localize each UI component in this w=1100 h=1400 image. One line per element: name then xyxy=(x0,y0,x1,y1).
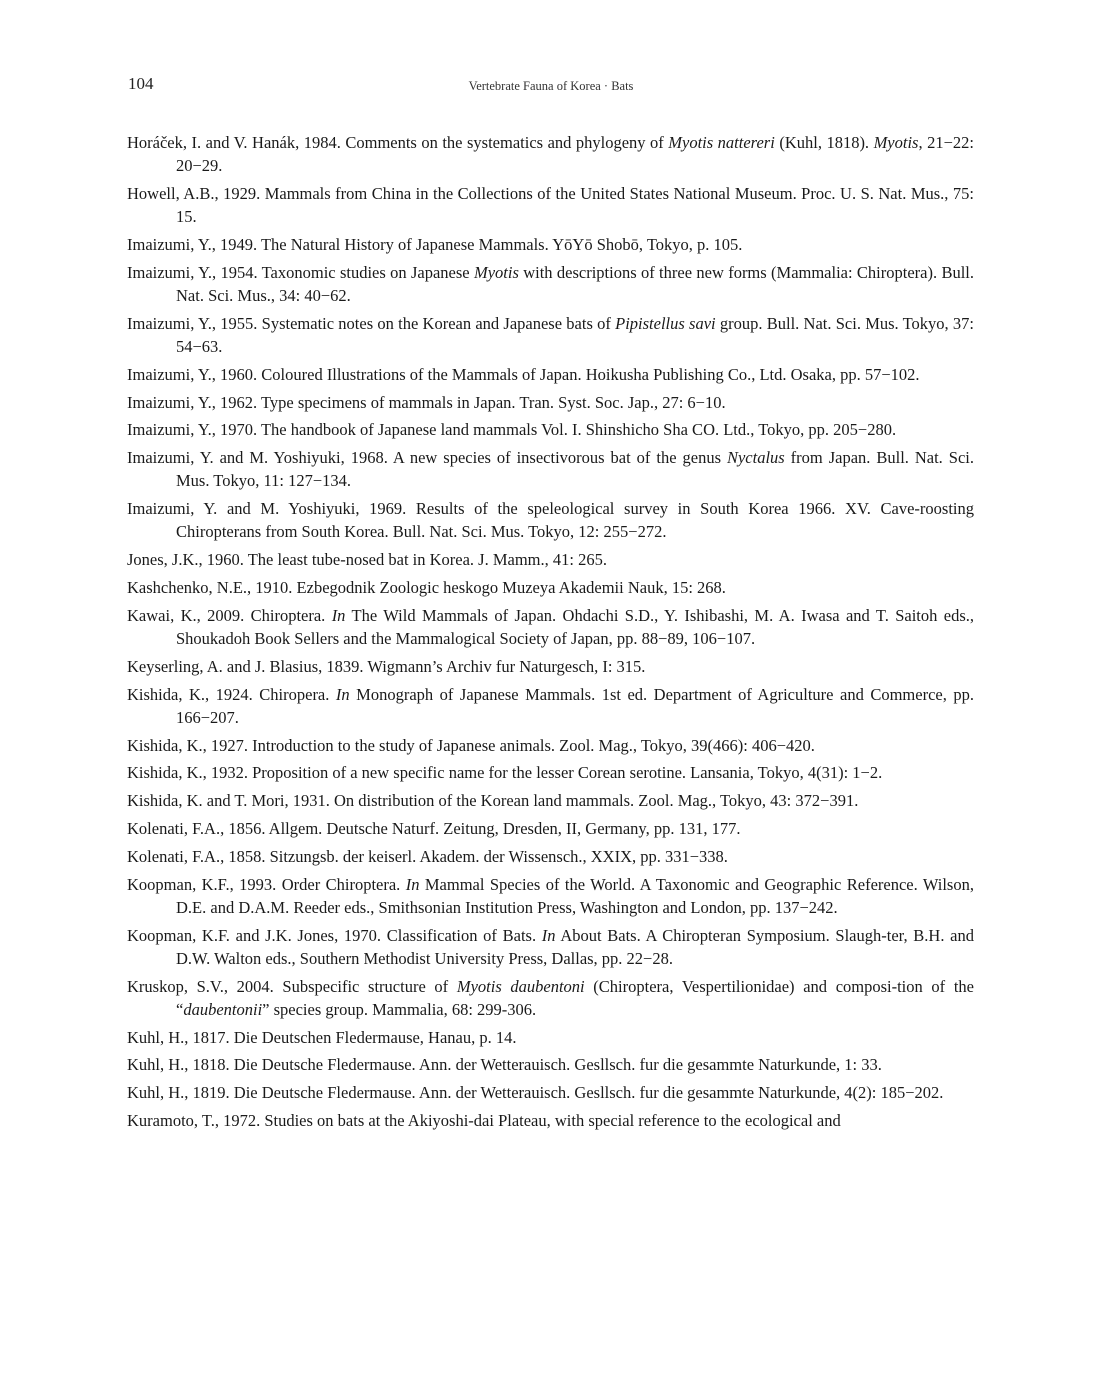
reference-entry xyxy=(127,418,974,441)
running-title: Vertebrate Fauna of Korea · Bats xyxy=(468,79,634,93)
reference-text: Kruskop, S.V., 2004. Subspecific structure of xyxy=(127,976,457,996)
reference-text: Koopman, K.F., 1993. Order Chiroptera. xyxy=(127,874,406,894)
reference-italic-text: Pipistellus savi xyxy=(615,313,716,333)
reference-entry xyxy=(127,497,974,543)
reference-text: Howell, A.B., 1929. Mammals from China in the Collections of the United States National Museum. Proc. U. S. Nat. Mus., 75: 15. xyxy=(127,184,974,227)
reference-entry xyxy=(127,683,974,729)
reference-entry xyxy=(127,817,974,840)
reference-text: About Bats. A Chiropteran Symposium. Slaugh-ter, B.H. and D.W. Walton eds., Southern Methodist University Press, Dallas, pp. 22−28. xyxy=(176,925,974,968)
reference-text: Kishida, K., 1927. Introduction to the study of Japanese animals. Zool. Mag., Tokyo, 39(466): 406−420. xyxy=(127,735,815,755)
reference-text: (Kuhl, 1818). xyxy=(774,133,874,152)
reference-entry xyxy=(127,1053,974,1076)
reference-text: Imaizumi, Y. and M. Yoshiyuki, 1969. Results of the speleological survey in South Korea 1966. XV. Cave-roosting Chiropterans from South Korea. Bull. Nat. Sci. Mus. Tokyo, 12: 255−272. xyxy=(127,499,974,542)
reference-text: Kolenati, F.A., 1856. Allgem. Deutsche Naturf. Zeitung, Dresden, II, Germany, pp. 131, 177. xyxy=(127,818,741,838)
reference-entry xyxy=(127,391,974,414)
reference-text: Imaizumi, Y., 1954. Taxonomic studies on Japanese xyxy=(127,262,474,282)
reference-italic-text: Myotis daubentoni xyxy=(456,976,585,996)
reference-text: Kashchenko, N.E., 1910. Ezbegodnik Zoologic heskogo Muzeya Akademii Nauk, 15: 268. xyxy=(127,577,726,597)
reference-entry xyxy=(127,576,974,599)
reference-entry xyxy=(127,182,974,228)
reference-text: Mammal Species of the World. A Taxonomic and Geographic Reference. Wilson, D.E. and D.A.M. Reeder eds., Smithsonian Institution Press, Washington and London, pp. 137−242. xyxy=(176,874,974,917)
reference-entry xyxy=(127,845,974,868)
reference-text: Kawai, K., 2009. Chiroptera. xyxy=(127,605,332,625)
reference-list xyxy=(127,131,974,1137)
reference-entry xyxy=(127,604,974,650)
reference-text: Imaizumi, Y., 1960. Coloured Illustrations of the Mammals of Japan. Hoikusha Publishing Co., Ltd. Osaka, pp. 57−102. xyxy=(127,364,920,384)
reference-text: Kuhl, H., 1819. Die Deutsche Fledermause. Ann. der Wetterauisch. Gesllsch. fur die gesammte Naturkunde, 4(2): 185−202. xyxy=(127,1083,944,1103)
reference-italic-text: Nyctalus xyxy=(726,448,785,468)
reference-text: (Chiroptera, Vespertilionidae) and composi-tion of the “ xyxy=(176,976,974,1019)
reference-text: , 21−22: 20−29. xyxy=(176,133,974,176)
reference-entry xyxy=(127,789,974,812)
reference-entry xyxy=(127,131,974,177)
reference-text: with descriptions of three new forms (Mammalia: Chiroptera). Bull. Nat. Sci. Mus., 34: 40−62. xyxy=(176,262,974,305)
reference-text: Imaizumi, Y. and M. Yoshiyuki, 1968. A new species of insectivorous bat of the genus xyxy=(127,448,727,468)
reference-entry xyxy=(127,734,974,757)
reference-italic-text: In xyxy=(335,684,350,704)
reference-text: Kishida, K., 1932. Proposition of a new specific name for the lesser Corean serotine. Lansania, Tokyo, 4(31): 1−2. xyxy=(127,763,883,783)
reference-text: Horáček, I. and V. Hanák, 1984. Comments on the systematics and phylogeny of xyxy=(127,133,669,152)
reference-text: Keyserling, A. and J. Blasius, 1839. Wigmann’s Archiv fur Naturgesch, I: 315. xyxy=(127,656,646,676)
reference-entry xyxy=(127,233,974,256)
reference-entry xyxy=(127,975,974,1021)
reference-italic-text: In xyxy=(331,605,346,625)
reference-entry xyxy=(127,655,974,678)
reference-entry xyxy=(127,363,974,386)
reference-italic-text: Myotis xyxy=(473,262,519,282)
reference-text: Kuhl, H., 1817. Die Deutschen Fledermause, Hanau, p. 14. xyxy=(127,1027,517,1047)
reference-text: Imaizumi, Y., 1949. The Natural History of Japanese Mammals. YōYō Shobō, Tokyo, p. 105. xyxy=(127,235,743,254)
reference-text: The Wild Mammals of Japan. Ohdachi S.D., Y. Ishibashi, M. A. Iwasa and T. Saitoh eds., Shoukadoh Book Sellers and the Mammalogical Society of Japan, pp. 88−89, 106−107. xyxy=(176,605,974,648)
reference-entry xyxy=(127,761,974,784)
reference-italic-text: Myotis xyxy=(873,133,919,152)
reference-entry xyxy=(127,312,974,358)
reference-text: Imaizumi, Y., 1955. Systematic notes on the Korean and Japanese bats of xyxy=(127,313,616,333)
reference-text: ” species group. Mammalia, 68: 299-306. xyxy=(262,999,537,1019)
reference-text: Kuhl, H., 1818. Die Deutsche Fledermause. Ann. der Wetterauisch. Gesllsch. fur die gesammte Naturkunde, 1: 33. xyxy=(127,1055,882,1075)
reference-entry xyxy=(127,261,974,307)
reference-text: Jones, J.K., 1960. The least tube-nosed bat in Korea. J. Mamm., 41: 265. xyxy=(127,550,607,570)
reference-text: Kolenati, F.A., 1858. Sitzungsb. der keiserl. Akadem. der Wissensch., XXIX, pp. 331−338. xyxy=(127,846,728,866)
reference-entry xyxy=(127,1026,974,1049)
reference-text: Imaizumi, Y., 1970. The handbook of Japanese land mammals Vol. I. Shinshicho Sha CO. Ltd., Tokyo, pp. 205−280. xyxy=(127,420,897,440)
reference-text: Koopman, K.F. and J.K. Jones, 1970. Classification of Bats. xyxy=(127,925,542,945)
reference-entry xyxy=(127,1081,974,1104)
reference-text: Monograph of Japanese Mammals. 1st ed. Department of Agriculture and Commerce, pp. 166−207. xyxy=(176,684,974,727)
reference-italic-text: In xyxy=(405,874,420,894)
reference-entry xyxy=(127,548,974,571)
page-number: 104 xyxy=(128,74,154,93)
reference-text: Kuramoto, T., 1972. Studies on bats at the Akiyoshi-dai Plateau, with special reference to the ecological and xyxy=(127,1110,841,1130)
reference-entry xyxy=(127,924,974,970)
page-header xyxy=(128,74,974,98)
reference-entry xyxy=(127,873,974,919)
reference-text: group. Bull. Nat. Sci. Mus. Tokyo, 37: 54−63. xyxy=(176,313,974,356)
reference-entry xyxy=(127,1109,974,1132)
reference-entry xyxy=(127,446,974,492)
reference-text: Imaizumi, Y., 1962. Type specimens of mammals in Japan. Tran. Syst. Soc. Jap., 27: 6−10. xyxy=(127,392,726,412)
reference-italic-text: daubentonii xyxy=(183,999,263,1019)
reference-italic-text: Myotis nattereri xyxy=(668,133,775,152)
reference-italic-text: In xyxy=(541,925,556,945)
reference-text: Kishida, K. and T. Mori, 1931. On distribution of the Korean land mammals. Zool. Mag., Tokyo, 43: 372−391. xyxy=(127,791,859,811)
reference-text: from Japan. Bull. Nat. Sci. Mus. Tokyo, 11: 127−134. xyxy=(176,448,974,491)
reference-text: Kishida, K., 1924. Chiropera. xyxy=(127,684,336,704)
